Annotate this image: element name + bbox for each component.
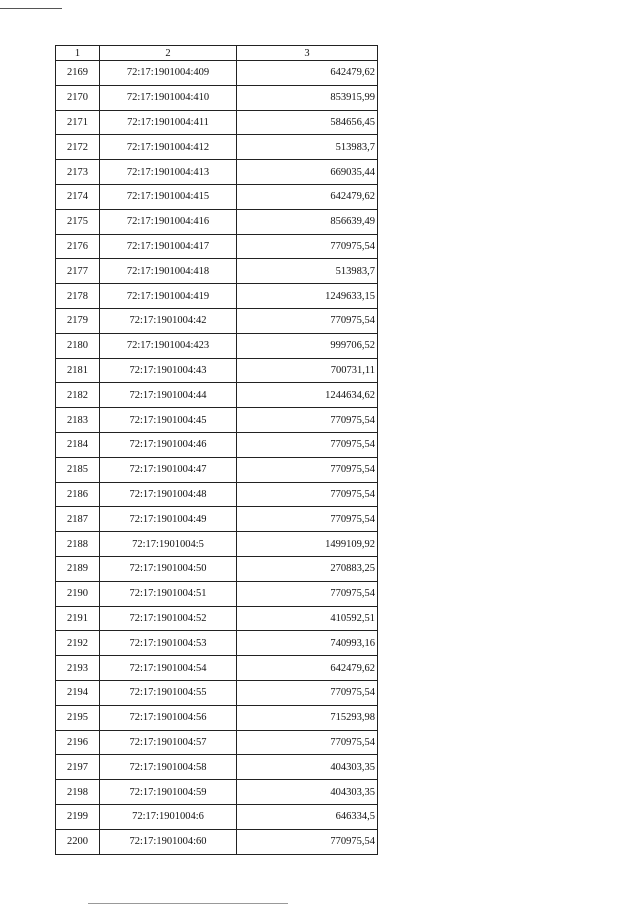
row-number-cell: 2196: [56, 730, 100, 755]
row-number-cell: 2200: [56, 829, 100, 854]
cadastral-value-cell: 770975,54: [237, 482, 378, 507]
cadastral-number-cell: 72:17:1901004:48: [100, 482, 237, 507]
table-row: [56, 160, 378, 185]
top-rule: [0, 8, 62, 9]
cadastral-value-cell: 404303,35: [237, 780, 378, 805]
row-number-cell: 2198: [56, 780, 100, 805]
column-header-value: 3: [237, 46, 378, 61]
table-row: [56, 110, 378, 135]
cadastral-number-cell: 72:17:1901004:419: [100, 284, 237, 309]
cadastral-number-cell: 72:17:1901004:412: [100, 135, 237, 160]
table-row: [56, 457, 378, 482]
row-number-cell: 2193: [56, 656, 100, 681]
cadastral-number-cell: 72:17:1901004:415: [100, 184, 237, 209]
table-row: [56, 780, 378, 805]
row-number-cell: 2194: [56, 680, 100, 705]
cadastral-number-cell: 72:17:1901004:423: [100, 333, 237, 358]
row-number-cell: 2195: [56, 705, 100, 730]
table-row: [56, 482, 378, 507]
row-number-cell: 2180: [56, 333, 100, 358]
cadastral-number-cell: 72:17:1901004:51: [100, 581, 237, 606]
table-row: [56, 333, 378, 358]
cadastral-number-cell: 72:17:1901004:6: [100, 804, 237, 829]
table-row: [56, 308, 378, 333]
table-row: [56, 631, 378, 656]
bottom-rule: [88, 903, 288, 904]
cadastral-value-cell: 642479,62: [237, 656, 378, 681]
cadastral-number-cell: 72:17:1901004:56: [100, 705, 237, 730]
cadastral-value-cell: 646334,5: [237, 804, 378, 829]
table-row: [56, 284, 378, 309]
row-number-cell: 2176: [56, 234, 100, 259]
cadastral-number-cell: 72:17:1901004:58: [100, 755, 237, 780]
cadastral-number-cell: 72:17:1901004:409: [100, 61, 237, 86]
table-row: [56, 85, 378, 110]
cadastral-value-cell: 999706,52: [237, 333, 378, 358]
cadastral-number-cell: 72:17:1901004:418: [100, 259, 237, 284]
cadastral-number-cell: 72:17:1901004:45: [100, 408, 237, 433]
cadastral-value-cell: 404303,35: [237, 755, 378, 780]
cadastral-number-cell: 72:17:1901004:55: [100, 680, 237, 705]
row-number-cell: 2190: [56, 581, 100, 606]
row-number-cell: 2175: [56, 209, 100, 234]
table-row: [56, 556, 378, 581]
row-number-cell: 2191: [56, 606, 100, 631]
cadastral-number-cell: 72:17:1901004:47: [100, 457, 237, 482]
table-row: [56, 730, 378, 755]
row-number-cell: 2177: [56, 259, 100, 284]
cadastral-number-cell: 72:17:1901004:59: [100, 780, 237, 805]
cadastral-number-cell: 72:17:1901004:52: [100, 606, 237, 631]
table-row: [56, 209, 378, 234]
table-header: [56, 46, 378, 61]
cadastral-number-cell: 72:17:1901004:46: [100, 432, 237, 457]
table-row: [56, 804, 378, 829]
row-number-cell: 2182: [56, 383, 100, 408]
table-row: [56, 656, 378, 681]
row-number-cell: 2171: [56, 110, 100, 135]
row-number-cell: 2170: [56, 85, 100, 110]
cadastral-value-cell: 770975,54: [237, 507, 378, 532]
cadastral-value-cell: 270883,25: [237, 556, 378, 581]
cadastral-value-cell: 410592,51: [237, 606, 378, 631]
header-row: [56, 46, 378, 61]
row-number-cell: 2174: [56, 184, 100, 209]
table-row: [56, 358, 378, 383]
cadastral-value-cell: 642479,62: [237, 61, 378, 86]
cadastral-value-cell: 770975,54: [237, 308, 378, 333]
row-number-cell: 2172: [56, 135, 100, 160]
column-header-number: 1: [56, 46, 100, 61]
cadastral-value-cell: 1249633,15: [237, 284, 378, 309]
column-header-cadastral-number: 2: [100, 46, 237, 61]
cadastral-number-cell: 72:17:1901004:53: [100, 631, 237, 656]
cadastral-number-cell: 72:17:1901004:410: [100, 85, 237, 110]
row-number-cell: 2178: [56, 284, 100, 309]
cadastral-number-cell: 72:17:1901004:60: [100, 829, 237, 854]
cadastral-number-cell: 72:17:1901004:57: [100, 730, 237, 755]
table-row: [56, 507, 378, 532]
cadastral-number-cell: 72:17:1901004:411: [100, 110, 237, 135]
table-row: [56, 829, 378, 854]
row-number-cell: 2169: [56, 61, 100, 86]
cadastral-value-cell: 856639,49: [237, 209, 378, 234]
table-row: [56, 680, 378, 705]
cadastral-value-cell: 770975,54: [237, 457, 378, 482]
table-row: [56, 581, 378, 606]
row-number-cell: 2183: [56, 408, 100, 433]
table-row: [56, 606, 378, 631]
table-row: [56, 532, 378, 557]
row-number-cell: 2189: [56, 556, 100, 581]
row-number-cell: 2179: [56, 308, 100, 333]
row-number-cell: 2185: [56, 457, 100, 482]
table-row: [56, 432, 378, 457]
table-row: [56, 755, 378, 780]
cadastral-value-cell: 740993,16: [237, 631, 378, 656]
table-row: [56, 61, 378, 86]
table-row: [56, 705, 378, 730]
table-row: [56, 234, 378, 259]
cadastral-value-cell: 700731,11: [237, 358, 378, 383]
row-number-cell: 2184: [56, 432, 100, 457]
cadastral-value-cell: 770975,54: [237, 432, 378, 457]
cadastral-value-table: [55, 45, 378, 855]
table-body: [56, 61, 378, 855]
table-row: [56, 135, 378, 160]
cadastral-number-cell: 72:17:1901004:50: [100, 556, 237, 581]
cadastral-number-cell: 72:17:1901004:44: [100, 383, 237, 408]
row-number-cell: 2186: [56, 482, 100, 507]
cadastral-number-cell: 72:17:1901004:416: [100, 209, 237, 234]
row-number-cell: 2181: [56, 358, 100, 383]
cadastral-number-cell: 72:17:1901004:42: [100, 308, 237, 333]
cadastral-value-cell: 669035,44: [237, 160, 378, 185]
cadastral-number-cell: 72:17:1901004:54: [100, 656, 237, 681]
cadastral-number-cell: 72:17:1901004:49: [100, 507, 237, 532]
row-number-cell: 2187: [56, 507, 100, 532]
cadastral-number-cell: 72:17:1901004:417: [100, 234, 237, 259]
row-number-cell: 2173: [56, 160, 100, 185]
cadastral-value-cell: 642479,62: [237, 184, 378, 209]
cadastral-number-cell: 72:17:1901004:5: [100, 532, 237, 557]
cadastral-value-cell: 770975,54: [237, 680, 378, 705]
cadastral-value-cell: 853915,99: [237, 85, 378, 110]
table-row: [56, 408, 378, 433]
cadastral-value-cell: 770975,54: [237, 581, 378, 606]
cadastral-value-cell: 584656,45: [237, 110, 378, 135]
cadastral-value-cell: 513983,7: [237, 259, 378, 284]
cadastral-value-cell: 770975,54: [237, 829, 378, 854]
row-number-cell: 2197: [56, 755, 100, 780]
cadastral-value-cell: 770975,54: [237, 730, 378, 755]
row-number-cell: 2192: [56, 631, 100, 656]
cadastral-value-cell: 715293,98: [237, 705, 378, 730]
row-number-cell: 2199: [56, 804, 100, 829]
table-row: [56, 383, 378, 408]
table-row: [56, 259, 378, 284]
cadastral-value-cell: 1244634,62: [237, 383, 378, 408]
cadastral-number-cell: 72:17:1901004:43: [100, 358, 237, 383]
cadastral-value-cell: 770975,54: [237, 234, 378, 259]
cadastral-value-cell: 770975,54: [237, 408, 378, 433]
cadastral-number-cell: 72:17:1901004:413: [100, 160, 237, 185]
row-number-cell: 2188: [56, 532, 100, 557]
cadastral-value-cell: 513983,7: [237, 135, 378, 160]
cadastral-value-cell: 1499109,92: [237, 532, 378, 557]
table-row: [56, 184, 378, 209]
